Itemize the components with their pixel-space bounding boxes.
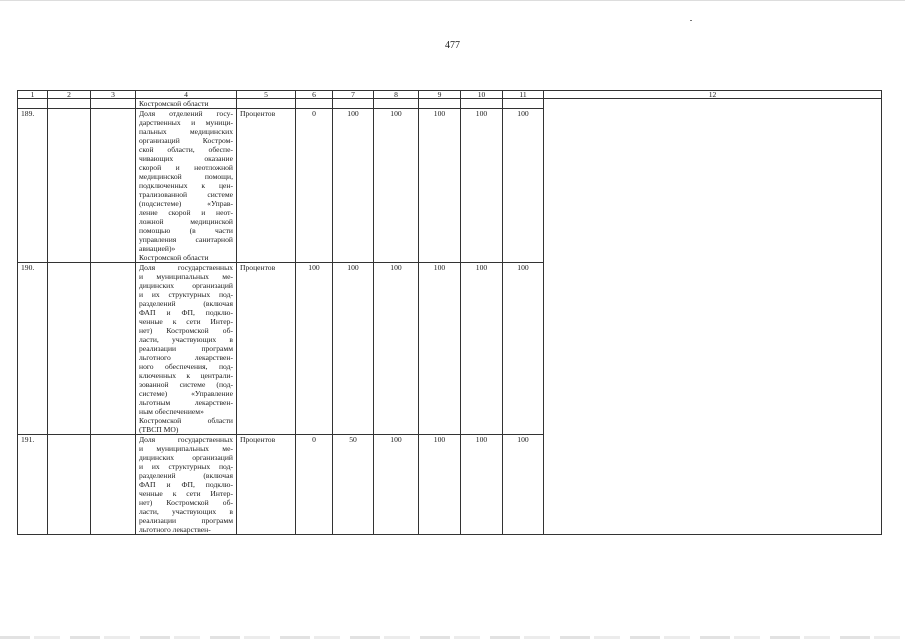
indicator-line: (ТВСП МО) [139, 425, 179, 434]
indicator-line: и их структурных под- [139, 462, 233, 471]
cell-value [419, 99, 461, 109]
indicator-line: медицинской помощи, [139, 172, 233, 181]
indicator-line: разделений (включая [139, 471, 233, 480]
cell-col3 [91, 263, 136, 435]
indicator-line: нет) Костромской об- [139, 498, 233, 507]
column-header-4: 4 [136, 91, 237, 99]
indicator-line: дицинских организаций [139, 453, 233, 462]
indicator-line: реализации программ [139, 516, 233, 525]
cell-value: 100 [419, 109, 461, 263]
cell-value: 100 [296, 263, 333, 435]
indicator-line: Доля отделений госу- [139, 109, 233, 118]
indicator-line: управления санитарной [139, 235, 233, 244]
cell-indicator: Костромской области [136, 99, 237, 109]
column-header-5: 5 [237, 91, 296, 99]
indicator-line: ской области, обеспе- [139, 145, 233, 154]
cell-unit: Процентов [237, 263, 296, 435]
indicator-line: дицинских организаций [139, 281, 233, 290]
cell-value: 0 [296, 109, 333, 263]
indicator-line: ласти, участвующих в [139, 335, 233, 344]
indicator-line: дарственных и муници- [139, 118, 233, 127]
indicator-line: трализованной системе [139, 190, 233, 199]
indicator-line: подключенных к цен- [139, 181, 233, 190]
cell-col12 [544, 99, 882, 535]
indicator-line: нет) Костромской об- [139, 326, 233, 335]
indicator-line: (подсистеме) «Управ- [139, 199, 233, 208]
column-header-7: 7 [333, 91, 374, 99]
indicator-line: льготным лекарствен- [139, 398, 233, 407]
indicator-line: ФАП и ФП, подклю- [139, 308, 233, 317]
cell-value [461, 99, 503, 109]
indicator-line: и муниципальных ме- [139, 444, 233, 453]
indicator-line: ФАП и ФП, подклю- [139, 480, 233, 489]
cell-value: 100 [374, 435, 419, 535]
cell-value [374, 99, 419, 109]
cell-unit [237, 99, 296, 109]
indicator-line: и муниципальных ме- [139, 272, 233, 281]
cell-indicator [136, 263, 237, 435]
cell-col3 [91, 99, 136, 109]
indicator-line: ласти, участвующих в [139, 507, 233, 516]
cell-value: 50 [333, 435, 374, 535]
cell-value: 100 [461, 263, 503, 435]
indicator-line: льготного лекарствен- [139, 525, 211, 534]
cell-value: 100 [333, 263, 374, 435]
indicator-line: ключенных к централи- [139, 371, 233, 380]
column-header-2: 2 [48, 91, 91, 99]
indicator-line: и их структурных под- [139, 290, 233, 299]
cell-value [333, 99, 374, 109]
cell-value [503, 99, 544, 109]
cell-num: 191. [18, 435, 48, 535]
column-header-12: 12 [544, 91, 882, 99]
cell-col3 [91, 109, 136, 263]
indicator-line: Костромской области [139, 253, 209, 262]
indicator-line: ление скорой и неот- [139, 208, 233, 217]
cell-value: 100 [503, 435, 544, 535]
cell-value: 0 [296, 435, 333, 535]
indicator-line: Доля государственных [139, 435, 233, 444]
scan-speck [690, 20, 692, 21]
indicator-table [17, 90, 882, 535]
cell-col2 [48, 109, 91, 263]
column-header-3: 3 [91, 91, 136, 99]
indicator-line: скорой и неотложной [139, 163, 233, 172]
indicator-line: зованной системе (под- [139, 380, 233, 389]
cell-value: 100 [374, 109, 419, 263]
cell-num: 190. [18, 263, 48, 435]
indicator-line: Костромской области [139, 416, 233, 425]
cell-num: 189. [18, 109, 48, 263]
cell-indicator [136, 109, 237, 263]
indicator-line: Доля государственных [139, 263, 233, 272]
scan-top-edge [0, 0, 905, 1]
cell-indicator [136, 435, 237, 535]
cell-value: 100 [503, 109, 544, 263]
page-number: 477 [445, 40, 460, 51]
indicator-line: чивающих оказание [139, 154, 233, 163]
indicator-line: организаций Костром- [139, 136, 233, 145]
continuation-row [18, 99, 882, 109]
column-header-1: 1 [18, 91, 48, 99]
indicator-line: пальных медицинских [139, 127, 233, 136]
cell-num [18, 99, 48, 109]
indicator-line: ного обеспечения, под- [139, 362, 233, 371]
column-header-9: 9 [419, 91, 461, 99]
column-header-10: 10 [461, 91, 503, 99]
column-header-8: 8 [374, 91, 419, 99]
indicator-line: льготного лекарствен- [139, 353, 233, 362]
indicator-line: реализации программ [139, 344, 233, 353]
indicator-line: разделений (включая [139, 299, 233, 308]
cell-col2 [48, 99, 91, 109]
cell-col2 [48, 263, 91, 435]
cell-value: 100 [461, 109, 503, 263]
cell-unit: Процентов [237, 435, 296, 535]
cell-value [296, 99, 333, 109]
cell-value: 100 [503, 263, 544, 435]
indicator-line: авиацией)» [139, 244, 176, 253]
indicator-line: ным обеспечением» [139, 407, 204, 416]
cell-value: 100 [419, 263, 461, 435]
cell-col3 [91, 435, 136, 535]
indicator-line: ченные к сети Интер- [139, 317, 233, 326]
cell-value: 100 [461, 435, 503, 535]
indicator-line: помощью (в части [139, 226, 233, 235]
cell-col2 [48, 435, 91, 535]
indicator-line: ченные к сети Интер- [139, 489, 233, 498]
indicator-line: ложной медицинской [139, 217, 233, 226]
header-row [18, 91, 882, 99]
column-header-11: 11 [503, 91, 544, 99]
column-header-6: 6 [296, 91, 333, 99]
cell-unit: Процентов [237, 109, 296, 263]
cell-value: 100 [419, 435, 461, 535]
cell-value: 100 [333, 109, 374, 263]
indicator-line: системе) «Управление [139, 389, 233, 398]
cell-value: 100 [374, 263, 419, 435]
